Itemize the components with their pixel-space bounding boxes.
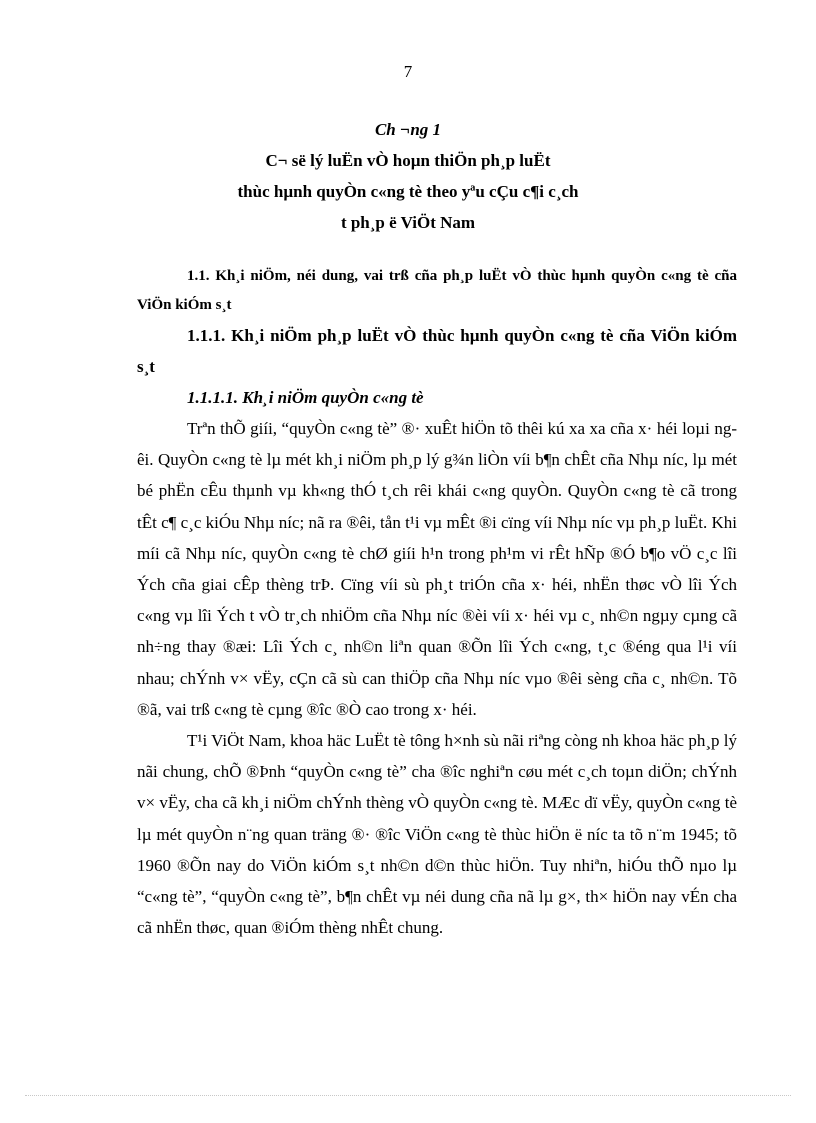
page-bottom-divider xyxy=(25,1095,791,1096)
page-number: 7 xyxy=(403,62,413,81)
chapter-title-line-1: C¬ së lý luËn vÒ hoµn thiÖn ph¸p luËt xyxy=(265,151,551,170)
chapter-heading xyxy=(0,114,816,238)
chapter-title-line-3: t ph¸p ë ViÖt Nam xyxy=(340,213,476,232)
section-heading-1-1-1: 1.1.1. Kh¸i niÖm ph¸p luËt vÒ thùc hµnh quyÒn c«ng tè cña ViÖn kiÓm s¸t xyxy=(137,326,737,376)
section-heading-1-1-1-1: 1.1.1.1. Kh¸i niÖm quyÒn c«ng tè xyxy=(187,388,424,407)
body-paragraph: T¹i ViÖt Nam, khoa häc LuËt tè tông h×nh sù nãi riªng còng nh khoa häc ph¸p lý nãi chung, chÕ ®Þnh “quyÒn c«ng tè” cha ®îc nghiªn cøu mét c¸ch toµn diÖn; chÝnh v× vËy, cha cã kh¸i niÖm chÝnh thèng vÒ quyÒn c«ng tè. MÆc dï vËy, quyÒn c«ng tè lµ mét quyÒn n¨ng quan träng ®· ®îc ViÖn c«ng tè thùc hiÖn ë níc ta tõ n¨m 1945; tõ 1960 ®Õn nay do ViÖn kiÓm s¸t nh©n d©n thùc hiÖn. Tuy nhiªn, hiÓu thÕ nµo lµ “c«ng tè”, “quyÒn c«ng tè”, b¶n chÊt vµ néi dung cña nã lµ g×, th× hiÖn nay vÉn cha cã nhËn thøc, quan ®iÓm thèng nhÊt chung. xyxy=(137,731,737,938)
page-body xyxy=(137,262,737,943)
chapter-label: Ch ¬ng 1 xyxy=(374,120,442,139)
section-heading-1-1: 1.1. Kh¸i niÖm, néi dung, vai trß cña ph¸p luËt vÒ thùc hµnh quyÒn c«ng tè cña ViÖn kiÓm s¸t xyxy=(137,268,737,313)
body-paragraph: Trªn thÕ giíi, “quyÒn c«ng tè” ®· xuÊt hiÖn tõ thêi kú xa xa cña x· héi loµi ngêi. QuyÒn c«ng tè lµ mét kh¸i niÖm ph¸p lý g¾n liÒn víi b¶n chÊt cña Nhµ níc, lµ mét bé phËn cÊu thµnh vµ kh«ng thÓ t¸ch rêi khái c«ng quyÒn. QuyÒn c«ng tè cã trong tÊt c¶ c¸c kiÓu Nhµ níc; nã ra ®êi, tån t¹i vµ mÊt ®i cïng víi Nhµ níc vµ ph¸p luËt. Khi míi cã Nhµ níc, quyÒn c«ng tè chØ giíi h¹n trong ph¹m vi rÊt hÑp ®Ó b¶o vÖ c¸c lîi Ých cña giai cÊp thèng trÞ. Cïng víi sù ph¸t triÓn cña x· héi, nhËn thøc vÒ lîi Ých c«ng vµ lîi Ých t vÒ tr¸ch nhiÖm cña Nhµ níc ®èi víi x· héi vµ c¸ nh©n ngµy cµng cã nh÷ng thay ®æi: Lîi Ých c¸ nh©n liªn quan ®Õn lîi Ých c«ng, t¸c ®éng qua l¹i víi nhau; chÝnh v× vËy, cÇn cã sù can thiÖp cña Nhµ níc vµo ®êi sèng cña c¸ nh©n. Tõ ®ã, vai trß c«ng tè cµng ®îc ®Ò cao trong x· héi. xyxy=(137,419,737,719)
chapter-title-line-2: thùc hµnh quyÒn c«ng tè theo yªu cÇu c¶i c¸ch xyxy=(237,182,579,201)
